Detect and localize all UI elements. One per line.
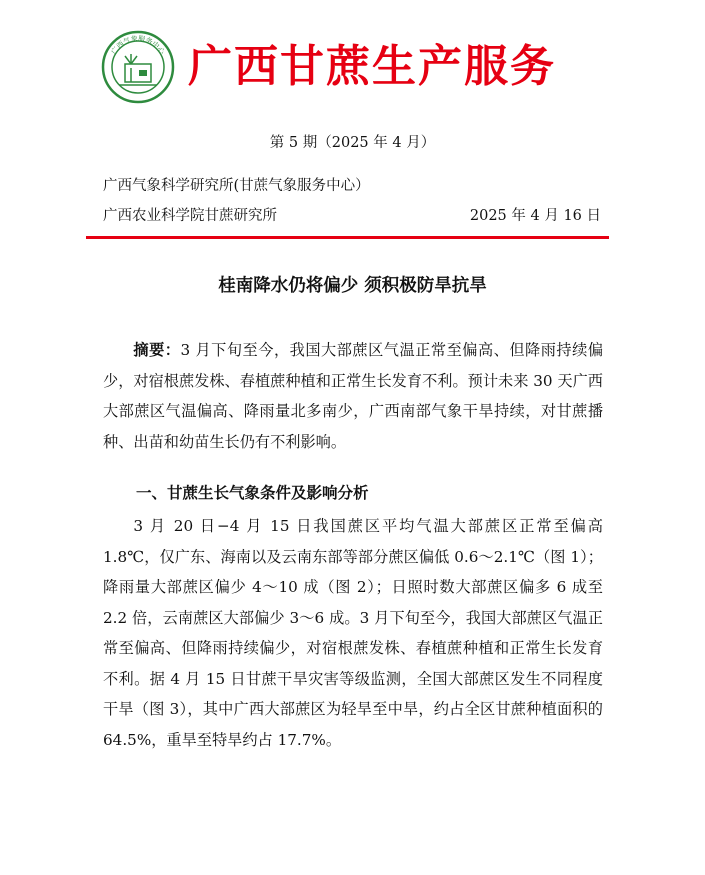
masthead-title: 广西甘蔗生产服务 (188, 41, 556, 92)
article-title: 桂南降水仍将偏少 须积极防旱抗旱 (218, 276, 487, 296)
weather-service-seal-icon (101, 30, 175, 104)
org-line-2: 广西农业科学院甘蔗研究所 (103, 208, 277, 224)
org-line-1: 广西气象科学研究所(甘蔗气象服务中心） (103, 178, 370, 194)
weather-service-logo (101, 30, 175, 104)
issue-number: 第 5 期（2025 年 4 月） (269, 135, 436, 151)
abstract-paragraph (103, 335, 603, 457)
abstract-label: 摘要： (133, 341, 181, 359)
section-heading-1: 一、甘蔗生长气象条件及影响分析 (136, 484, 369, 502)
header-divider (86, 236, 609, 239)
logo-text: 广西气象服务中心 (109, 34, 167, 56)
publish-date: 2025 年 4 月 16 日 (469, 208, 601, 224)
abstract-text: 3 月下旬至今，我国大部蔗区气温正常至偏高、但降雨持续偏少，对宿根蔗发株、春植蔗种植和正常生长发育不利。预计未来 30 天广西大部蔗区气温偏高、降雨量北多南少，广西南部气象干旱持续，对甘蔗播种、出苗和幼苗生长仍有不利影响。 (103, 341, 604, 451)
section-1-paragraph: 3 月 20 日−4 月 15 日我国蔗区平均气温大部蔗区正常至偏高 1.8℃，仅广东、海南以及云南东部等部分蔗区偏低 0.6～2.1℃（图 1）；降雨量大部蔗区偏少 4～10 成（图 2）；日照时数大部蔗区偏多 6 成至 2.2 倍，云南蔗区大部偏少 3～6 成。3 月下旬至今，我国大部蔗区气温正常至偏高、但降雨持续偏少，对宿根蔗发株、春植蔗种植和正常生长发育不利。据 4 月 15 日甘蔗干旱灾害等级监测，全国大部蔗区发生不同程度干旱（图 3），其中广西大部蔗区为轻旱至中旱，约占全区甘蔗种植面积的 64.5%，重旱至特旱约占 17.7%。 (103, 517, 603, 749)
